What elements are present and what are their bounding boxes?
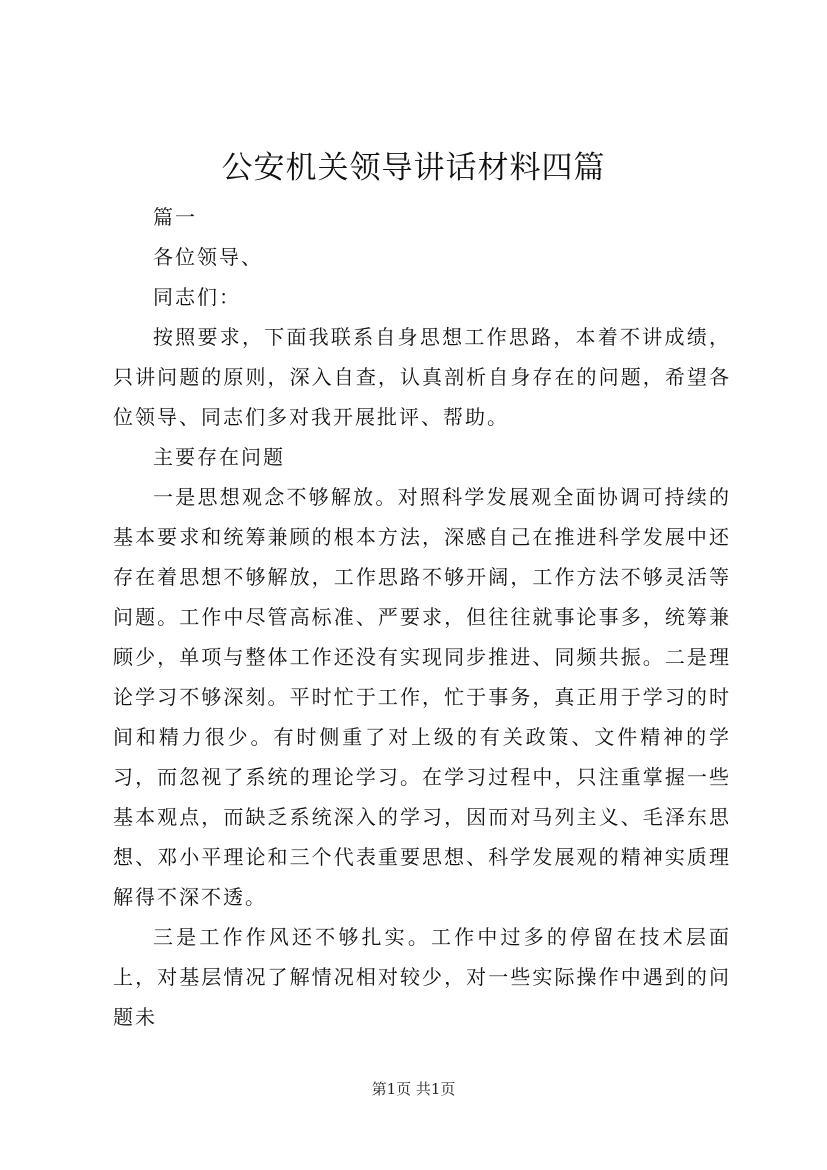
body-paragraph: 三是工作作风还不够扎实。工作中过多的停留在技术层面上，对基层情况了解情况相对较少，对一些实际操作中遇到的问题未 bbox=[113, 925, 731, 1029]
document-body bbox=[113, 197, 731, 1037]
page-footer: 第1页 共1页 bbox=[371, 1080, 456, 1098]
salutation-line: 各位领导、 bbox=[153, 245, 263, 269]
body-paragraph: 一是思想观念不够解放。对照科学发展观全面协调可持续的基本要求和统筹兼顾的根本方法，深感自己在推进科学发展中还存在着思想不够解放，工作思路不够开阔，工作方法不够灵活等问题。工作中尽管高标准、严要求，但往往就事论事多，统筹兼顾少，单项与整体工作还没有实现同步推进、同频共振。二是理论学习不够深刻。平时忙于工作，忙于事务，真正用于学习的时间和精力很少。有时侧重了对上级的有关政策、文件精神的学习，而忽视了系统的理论学习。在学习过程中，只注重掌握一些基本观点，而缺乏系统深入的学习，因而对马列主义、毛泽东思想、邓小平理论和三个代表重要思想、科学发展观的精神实质理解得不深不透。 bbox=[113, 485, 731, 909]
section-heading: 篇一 bbox=[153, 205, 197, 229]
salutation-line: 同志们： bbox=[153, 285, 241, 309]
subheading: 主要存在问题 bbox=[153, 445, 285, 469]
document-title: 公安机关领导讲话材料四篇 bbox=[221, 150, 606, 186]
body-paragraph: 按照要求，下面我联系自身思想工作思路，本着不讲成绩，只讲问题的原则，深入自查，认真剖析自身存在的问题，希望各位领导、同志们多对我开展批评、帮助。 bbox=[113, 325, 731, 429]
